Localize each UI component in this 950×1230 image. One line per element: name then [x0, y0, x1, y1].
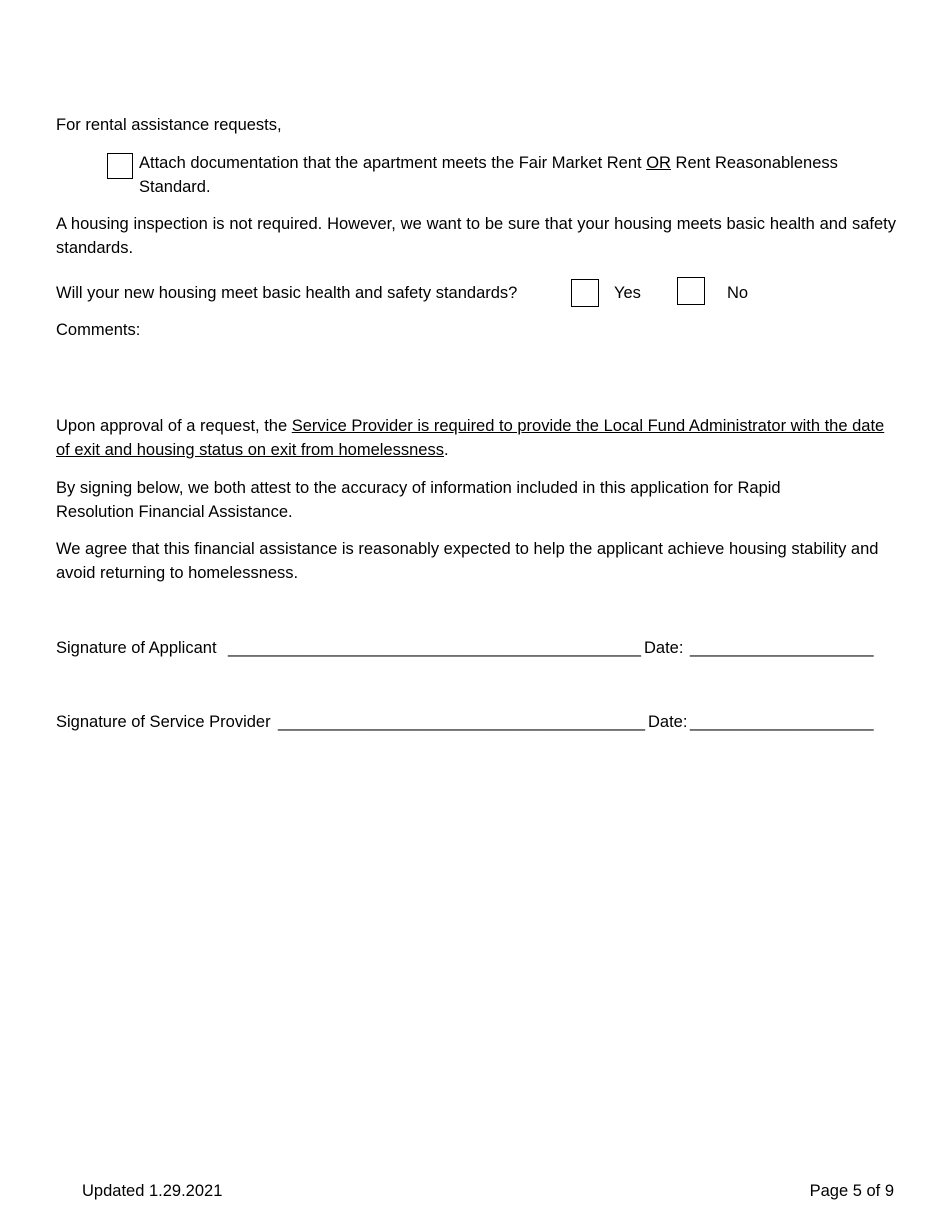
comments-label: Comments:: [56, 321, 141, 339]
provider-signature-line[interactable]: ________________________________________: [278, 713, 646, 731]
footer-updated-date: Updated 1.29.2021: [82, 1182, 223, 1200]
attach-documentation-text: [139, 151, 879, 199]
provider-date-line[interactable]: ____________________: [690, 713, 874, 731]
no-checkbox[interactable]: [677, 277, 705, 305]
approval-underlined: Service Provider is required to provide the Local Fund Administrator with the date of exit and housing status on exit from homelessness: [56, 417, 885, 459]
applicant-date-line[interactable]: ____________________: [690, 639, 874, 657]
attach-text-before: Attach documentation that the apartment meets the Fair Market Rent: [139, 154, 647, 172]
provider-signature-label: Signature of Service Provider: [56, 713, 271, 731]
footer-page-number: Page 5 of 9: [809, 1182, 894, 1200]
attach-text-after: Rent Reasonableness Standard.: [139, 154, 838, 196]
applicant-date-label: Date:: [644, 639, 684, 657]
agree-text: We agree that this financial assistance is reasonably expected to help the applicant achieve housing stability and avoid returning to homelessness.: [56, 540, 879, 582]
health-safety-question: Will your new housing meet basic health and safety standards?: [56, 284, 518, 302]
provider-date-label: Date:: [648, 713, 688, 731]
applicant-signature-line[interactable]: _____________________________________________: [228, 639, 641, 657]
approval-before: Upon approval of a request, the: [56, 417, 292, 435]
approval-after: .: [443, 441, 449, 459]
attach-documentation-checkbox[interactable]: [107, 153, 133, 179]
approval-text: [56, 414, 886, 462]
attach-or-emphasis: OR: [646, 154, 671, 172]
no-label: No: [727, 284, 749, 302]
applicant-signature-label: Signature of Applicant: [56, 639, 217, 657]
attest-text: By signing below, we both attest to the accuracy of information included in this application for Rapid Resolution Financial Assistance.: [56, 479, 781, 521]
yes-label: Yes: [614, 284, 641, 302]
yes-checkbox[interactable]: [571, 279, 599, 307]
rental-intro: For rental assistance requests,: [56, 116, 282, 134]
inspection-text: A housing inspection is not required. However, we want to be sure that your housing meets basic health and safety standards.: [56, 215, 896, 257]
